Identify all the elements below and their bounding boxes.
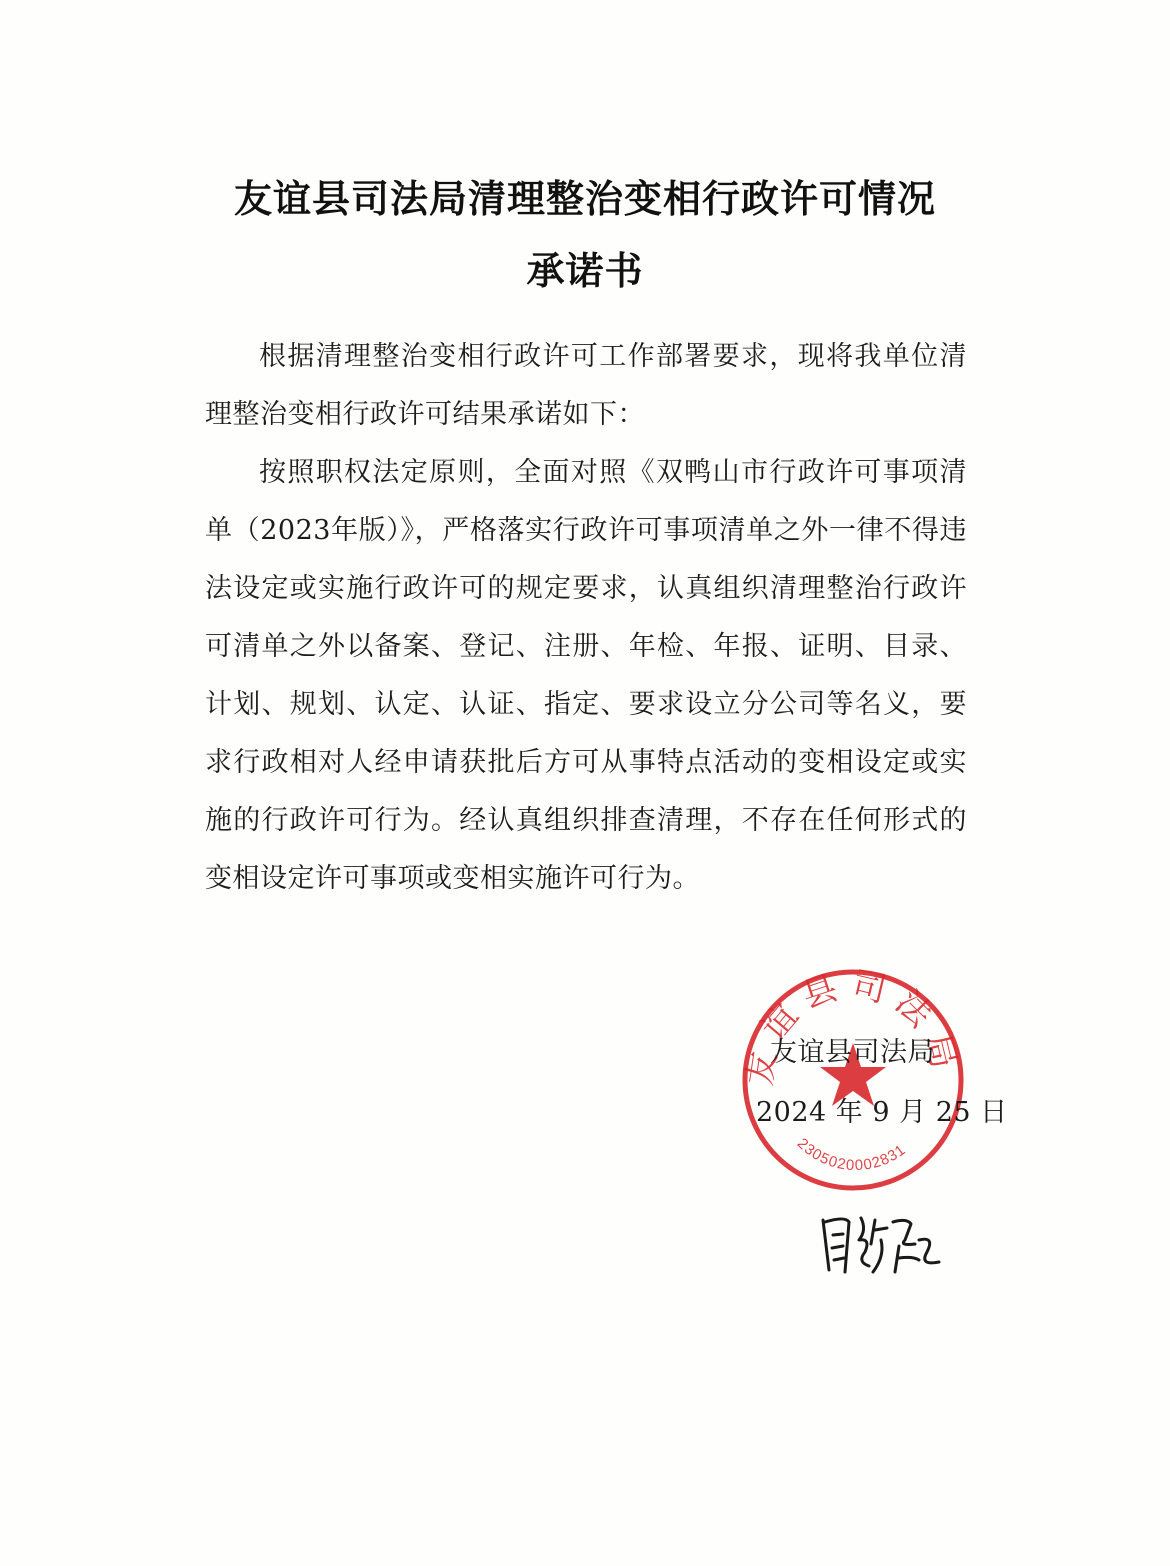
- handwritten-signature: [815, 1200, 945, 1290]
- issue-date: 2024 年 9 月 25 日: [756, 1097, 1008, 1128]
- official-seal: [738, 965, 968, 1195]
- body-paragraph-2: [205, 444, 967, 908]
- paragraph-text: 根据清理整治变相行政许可工作部署要求，现将我单位清理整治变相行政许可结果承诺如下：: [205, 341, 967, 430]
- svg-text:2305020002831: 2305020002831: [793, 1134, 910, 1175]
- issuing-organization: 友谊县司法局: [770, 1037, 935, 1068]
- document-title-line1: 友谊县司法局清理整治变相行政许可情况: [233, 177, 936, 221]
- svg-text:友谊县司法局: 友谊县司法局: [740, 965, 966, 1089]
- body-paragraph-1: [205, 328, 967, 444]
- paragraph-text: 按照职权法定原则，全面对照《双鸭山市行政许可事项清单（2023年版）》，严格落实行政许可事项清单之外一律不得违法设定或实施行政许可的规定要求，认真组织清理整治行政许可清单之外以备案、登记、注册、年检、年报、证明、目录、计划、规划、认定、认证、指定、要求设立分公司等名义，要求行政相对人经申请获批后方可从事特点活动的变相设定或实施的行政许可行为。经认真组织排查清理，不存在任何形式的变相设定许可事项或变相实施许可行为。: [205, 457, 967, 894]
- document-title-line2: 承诺书: [526, 249, 644, 293]
